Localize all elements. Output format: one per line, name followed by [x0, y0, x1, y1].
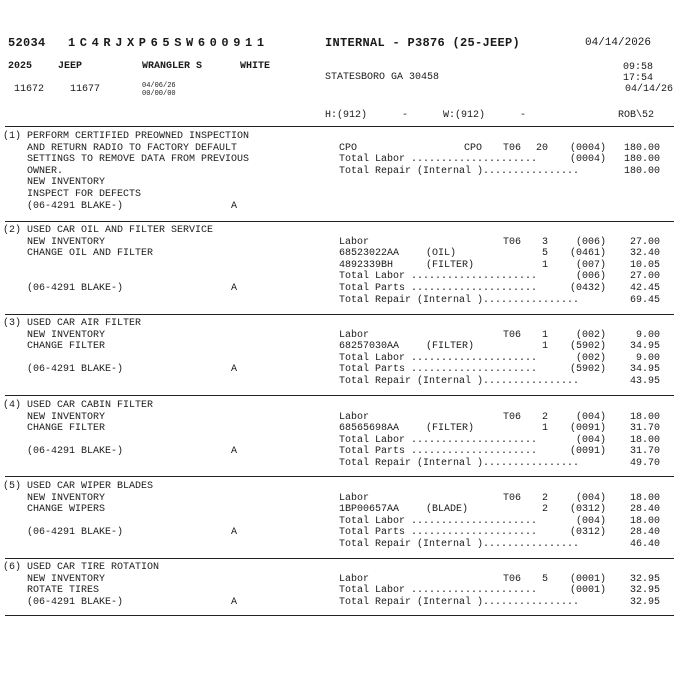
line-code: A: [231, 527, 238, 539]
section-divider: [5, 395, 674, 396]
line-amount: 180.00: [623, 142, 660, 154]
total-repair-label: Total Repair (Internal )................: [339, 294, 580, 306]
line-item-part-desc: (FILTER): [426, 259, 475, 271]
delivery-date: 04/06/26: [142, 82, 176, 90]
line-item-label: Total Labor .....................: [339, 585, 538, 597]
cost-code: (002): [575, 329, 606, 341]
line-code: A: [231, 596, 238, 608]
line-item-label: Labor: [339, 573, 370, 585]
warranty-date: 00/00/00: [142, 90, 176, 98]
total-repair-label: Total Repair (Internal )................: [339, 539, 580, 550]
quantity: 5: [541, 248, 548, 260]
line-amount: 18.00: [629, 434, 660, 446]
job-description-line: OWNER.: [3, 165, 64, 177]
line-amount: 18.00: [629, 515, 660, 527]
ro-date: 04/14/2026: [585, 37, 652, 49]
line-item-label: CPO: [339, 142, 358, 154]
cost-code: (0312): [569, 527, 606, 539]
line-item-label: Total Labor .....................: [339, 434, 538, 446]
line-item-label: Total Parts .....................: [339, 364, 538, 376]
total-repair-label: Total Repair (Internal )................: [339, 596, 580, 608]
quantity: 1: [541, 341, 548, 353]
total-repair-amount: 180.00: [623, 165, 660, 177]
job-description-line: ROTATE TIRES: [3, 585, 100, 597]
cost-code: (004): [575, 411, 606, 423]
total-repair-amount: 46.40: [629, 539, 660, 550]
time-close: 17:54: [622, 73, 653, 84]
job-description-line: (2) USED CAR OIL AND FILTER SERVICE: [3, 225, 214, 236]
line-item-label: 4892339BH: [339, 259, 394, 271]
job-description-line: NEW INVENTORY: [3, 236, 106, 248]
job-description-line: INSPECT FOR DEFECTS: [3, 189, 142, 200]
tech-code: T06: [503, 411, 522, 423]
line-amount: 34.95: [629, 341, 660, 353]
line-item-label: Labor: [339, 236, 370, 248]
line-item-part-desc: (BLADE): [426, 504, 469, 516]
job-description-line: NEW INVENTORY: [3, 411, 106, 423]
line-item-label: 1BP00657AA: [339, 504, 400, 516]
technician-line: (06-4291 BLAKE-): [3, 364, 124, 376]
cost-code: (0004): [569, 142, 606, 154]
vehicle-year: 2025: [8, 61, 33, 72]
section-divider: [5, 221, 674, 222]
line-item-label: Total Parts .....................: [339, 283, 538, 294]
tech-code: T06: [503, 573, 522, 585]
quantity: 1: [541, 259, 548, 271]
cost-code: (0001): [569, 573, 606, 585]
home-phone-dash: -: [402, 110, 409, 121]
vin: 1C4RJXP65SW600911: [68, 36, 269, 50]
cost-code: (002): [575, 352, 606, 364]
cost-code: (0004): [569, 154, 606, 166]
job-description-line: (4) USED CAR CABIN FILTER: [3, 400, 154, 411]
cost-code: (006): [575, 271, 606, 283]
line-code: A: [231, 283, 238, 294]
line-amount: 32.95: [629, 585, 660, 597]
job-description-line: NEW INVENTORY: [3, 492, 106, 504]
line-amount: 31.70: [629, 423, 660, 435]
line-amount: 32.40: [629, 248, 660, 260]
tech-code: T06: [503, 236, 522, 248]
job-description-line: CHANGE FILTER: [3, 423, 106, 435]
cost-code: (0312): [569, 504, 606, 516]
cost-code: (0091): [569, 423, 606, 435]
vehicle-make: JEEP: [58, 61, 83, 72]
line-amount: 27.00: [629, 236, 660, 248]
cost-code: (5902): [569, 341, 606, 353]
line-amount: 10.05: [629, 259, 660, 271]
quantity: 1: [541, 329, 548, 341]
total-repair-amount: 69.45: [629, 294, 660, 306]
vehicle-color: WHITE: [240, 61, 271, 72]
job-description-line: SETTINGS TO REMOVE DATA FROM PREVIOUS: [3, 154, 250, 166]
line-item-label: Labor: [339, 411, 370, 423]
job-description-line: AND RETURN RADIO TO FACTORY DEFAULT: [3, 142, 238, 154]
quantity: 5: [541, 573, 548, 585]
line-amount: 9.00: [635, 352, 660, 364]
ro-number: 52034: [8, 36, 46, 50]
total-repair-label: Total Repair (Internal )................: [339, 376, 580, 387]
line-item-label: Total Labor .....................: [339, 352, 538, 364]
line-item-part-desc: (FILTER): [426, 341, 475, 353]
line-item-label: Total Parts .....................: [339, 446, 538, 458]
line-item-label: Total Parts .....................: [339, 527, 538, 539]
tech-code: T06: [503, 329, 522, 341]
job-description-line: NEW INVENTORY: [3, 329, 106, 341]
job-description-line: (3) USED CAR AIR FILTER: [3, 318, 142, 329]
close-date: 04/14/26: [624, 84, 673, 95]
work-phone: W:(912): [443, 110, 486, 121]
line-item-label: 68257030AA: [339, 341, 400, 353]
line-item-label: Total Labor .....................: [339, 271, 538, 283]
header-divider: [5, 126, 674, 127]
section-divider: [5, 314, 674, 315]
job-description-line: NEW INVENTORY: [3, 177, 106, 189]
line-code: A: [231, 446, 238, 458]
cost-code: (006): [575, 236, 606, 248]
job-description-line: CHANGE FILTER: [3, 341, 106, 353]
cost-code: (004): [575, 434, 606, 446]
technician-line: (06-4291 BLAKE-): [3, 527, 124, 539]
line-amount: 31.70: [629, 446, 660, 458]
home-phone: H:(912): [325, 110, 368, 121]
job-description-line: (1) PERFORM CERTIFIED PREOWNED INSPECTION: [3, 131, 250, 142]
work-phone-dash: -: [520, 110, 527, 121]
location: STATESBORO GA 30458: [325, 72, 440, 83]
line-item-part-desc: CPO: [464, 142, 483, 154]
line-amount: 32.95: [629, 573, 660, 585]
quantity: 20: [535, 142, 548, 154]
vehicle-model: WRANGLER S: [142, 61, 203, 72]
total-repair-amount: 43.95: [629, 376, 660, 387]
line-item-label: Total Labor .....................: [339, 154, 538, 166]
technician-line: (06-4291 BLAKE-): [3, 283, 124, 294]
technician-line: (06-4291 BLAKE-): [3, 596, 124, 608]
line-item-label: 68523022AA: [339, 248, 400, 260]
ro-type: INTERNAL - P3876 (25-JEEP): [325, 36, 521, 50]
line-amount: 27.00: [629, 271, 660, 283]
line-amount: 180.00: [623, 154, 660, 166]
total-repair-label: Total Repair (Internal )................: [339, 165, 580, 177]
line-amount: 28.40: [629, 527, 660, 539]
quantity: 3: [541, 236, 548, 248]
total-repair-label: Total Repair (Internal )................: [339, 458, 580, 469]
tech-code: T06: [503, 142, 522, 154]
line-code: A: [231, 200, 238, 212]
tag-number: 11672: [14, 84, 45, 95]
cost-code: (004): [575, 515, 606, 527]
job-description-line: (5) USED CAR WIPER BLADES: [3, 481, 154, 492]
advisor: ROB\52: [617, 110, 654, 121]
time-open: 09:58: [622, 62, 653, 73]
job-description-line: (6) USED CAR TIRE ROTATION: [3, 562, 160, 573]
cost-code: (004): [575, 492, 606, 504]
tech-code: T06: [503, 492, 522, 504]
cost-code: (0091): [569, 446, 606, 458]
line-amount: 18.00: [629, 411, 660, 423]
total-repair-amount: 32.95: [629, 596, 660, 608]
section-divider: [5, 476, 674, 477]
line-item-label: 68565698AA: [339, 423, 400, 435]
quantity: 2: [541, 411, 548, 423]
section-divider: [5, 558, 674, 559]
job-description-line: NEW INVENTORY: [3, 573, 106, 585]
cost-code: (0461): [569, 248, 606, 260]
stock-number: 11677: [70, 84, 101, 95]
technician-line: (06-4291 BLAKE-): [3, 200, 124, 212]
line-amount: 34.95: [629, 364, 660, 376]
cost-code: (0432): [569, 283, 606, 294]
quantity: 1: [541, 423, 548, 435]
quantity: 2: [541, 492, 548, 504]
line-item-label: Total Labor .....................: [339, 515, 538, 527]
cost-code: (007): [575, 259, 606, 271]
line-amount: 42.45: [629, 283, 660, 294]
quantity: 2: [541, 504, 548, 516]
line-item-part-desc: (OIL): [426, 248, 457, 260]
line-item-label: Labor: [339, 329, 370, 341]
technician-line: (06-4291 BLAKE-): [3, 446, 124, 458]
line-item-label: Labor: [339, 492, 370, 504]
job-description-line: CHANGE OIL AND FILTER: [3, 248, 154, 260]
cost-code: (5902): [569, 364, 606, 376]
total-repair-amount: 49.70: [629, 458, 660, 469]
line-amount: 9.00: [635, 329, 660, 341]
line-code: A: [231, 364, 238, 376]
cost-code: (0001): [569, 585, 606, 597]
section-divider: [5, 615, 674, 616]
line-item-part-desc: (FILTER): [426, 423, 475, 435]
job-description-line: CHANGE WIPERS: [3, 504, 106, 516]
line-amount: 18.00: [629, 492, 660, 504]
line-amount: 28.40: [629, 504, 660, 516]
